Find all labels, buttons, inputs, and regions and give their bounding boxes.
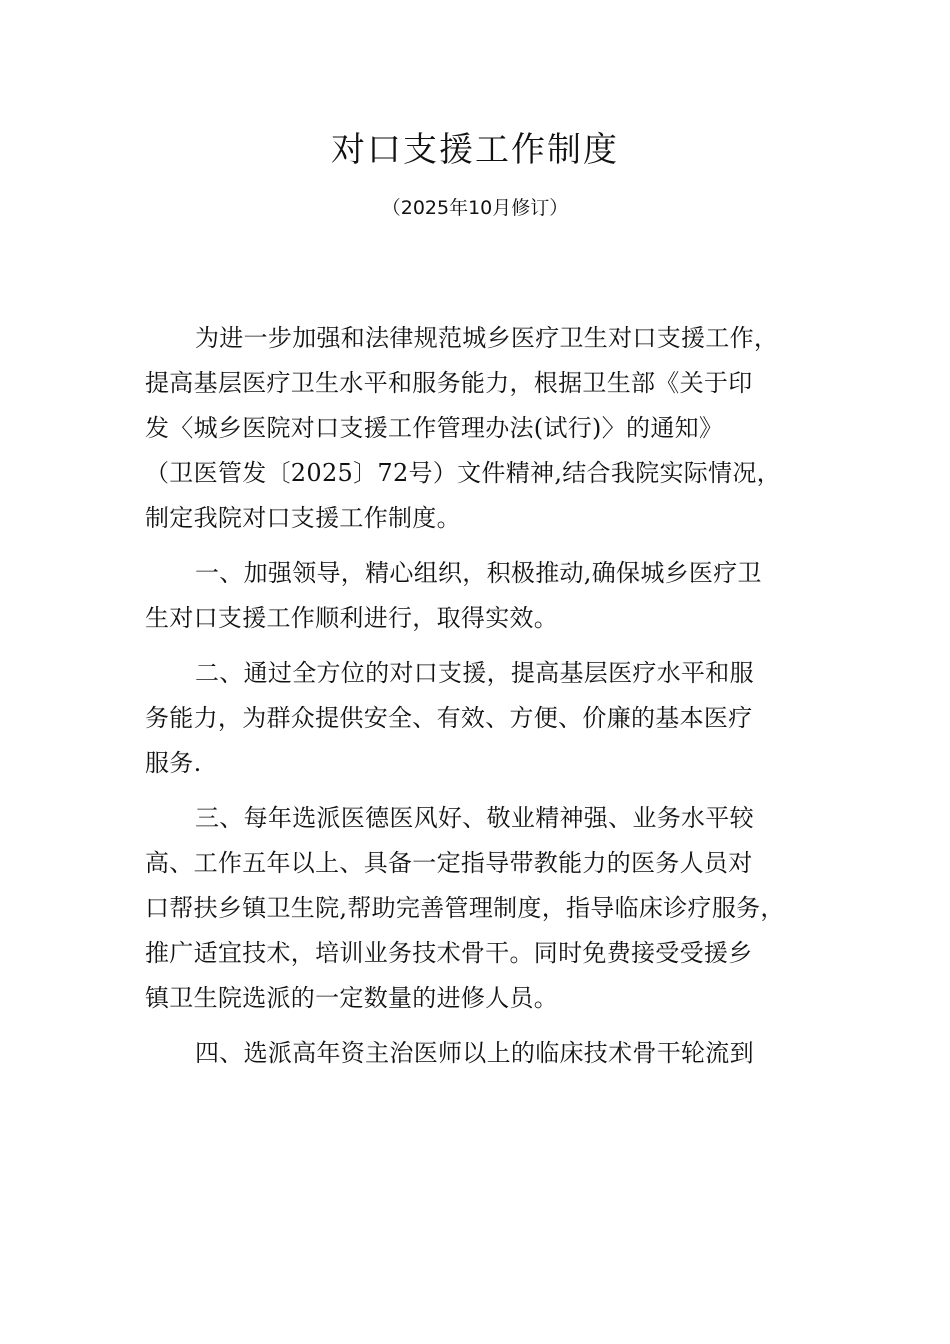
document-subtitle: （2025年10月修订）	[381, 197, 569, 219]
paragraph-line: 为进一步加强和法律规范城乡医疗卫生对口支援工作，	[195, 324, 779, 352]
paragraph-item-1	[145, 551, 835, 641]
paragraph-line: 生对口支援工作顺利进行，取得实效。	[145, 604, 559, 632]
paragraph-item-3	[145, 796, 835, 1021]
document-body	[145, 316, 835, 1086]
paragraph-line: 提高基层医疗卫生水平和服务能力，根据卫生部《关于印	[145, 369, 753, 397]
paragraph-line: 推广适宜技术，培训业务技术骨干。同时免费接受受援乡	[145, 939, 753, 967]
paragraph-line: 服务.	[145, 749, 202, 777]
paragraph-item-4	[145, 1031, 835, 1076]
paragraph-line: 三、每年选派医德医风好、敬业精神强、业务水平较	[195, 804, 754, 832]
paragraph-line: （卫医管发〔2025〕72号）文件精神,结合我院实际情况，	[145, 459, 781, 487]
paragraph-line: 发〈城乡医院对口支援工作管理办法(试行)〉的通知》	[145, 414, 724, 442]
paragraph-line: 高、工作五年以上、具备一定指导带教能力的医务人员对	[145, 849, 753, 877]
paragraph-line: 四、选派高年资主治医师以上的临床技术骨干轮流到	[195, 1039, 754, 1067]
paragraph-intro	[145, 316, 835, 541]
paragraph-line: 务能力，为群众提供安全、有效、方便、价廉的基本医疗	[145, 704, 753, 732]
paragraph-line: 二、通过全方位的对口支援，提高基层医疗水平和服	[195, 659, 754, 687]
paragraph-line: 口帮扶乡镇卫生院,帮助完善管理制度，指导临床诊疗服务，	[145, 894, 785, 922]
paragraph-item-2	[145, 651, 835, 786]
paragraph-line: 制定我院对口支援工作制度。	[145, 504, 461, 532]
document-title: 对口支援工作制度	[331, 130, 619, 170]
paragraph-line: 一、加强领导，精心组织，积极推动,确保城乡医疗卫	[195, 559, 762, 587]
paragraph-line: 镇卫生院选派的一定数量的进修人员。	[145, 984, 559, 1012]
